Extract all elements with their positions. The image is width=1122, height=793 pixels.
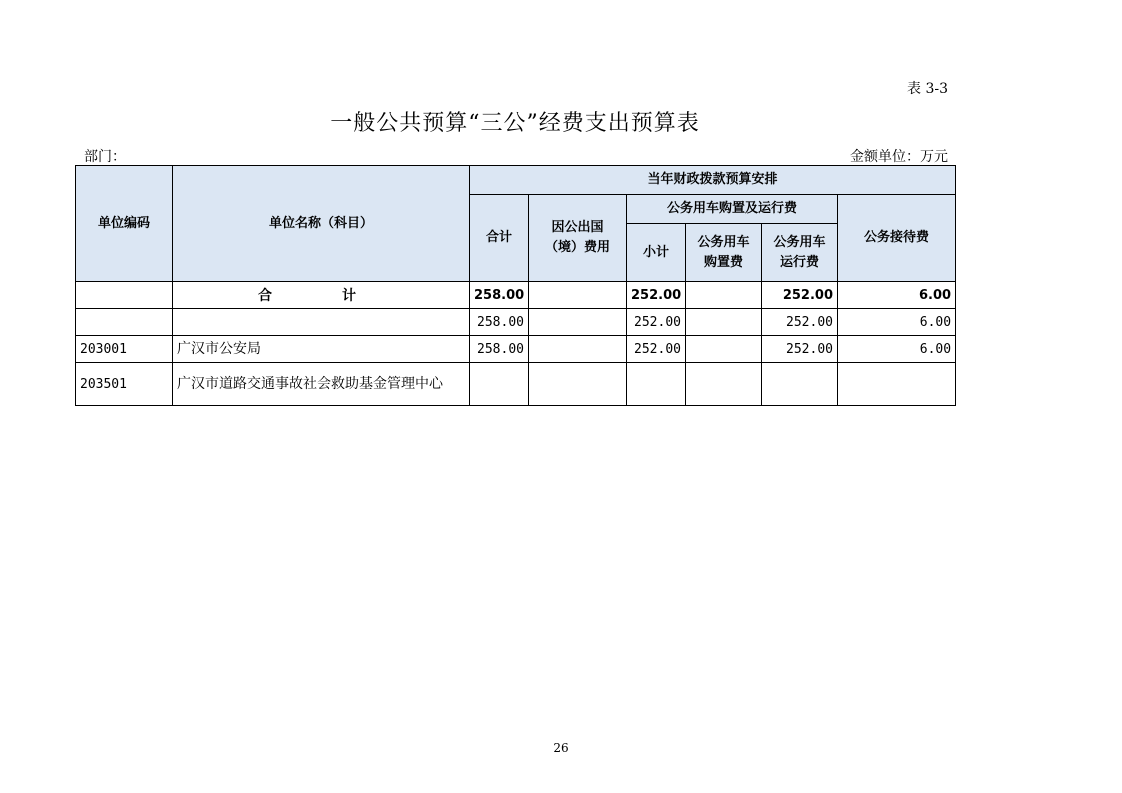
header-vehicle-group: 公务用车购置及运行费 [627,195,838,224]
cell-operation: 252.00 [762,282,838,309]
cell-subtotal: 252.00 [627,309,686,336]
cell-overseas [529,282,627,309]
table-body [76,282,956,406]
header-unit-code: 单位编码 [76,166,173,282]
header-reception: 公务接待费 [838,195,956,282]
cell-name [173,309,470,336]
cell-subtotal: 252.00 [627,336,686,363]
cell-total: 258.00 [470,336,529,363]
table-row [76,309,956,336]
cell-code: 203001 [76,336,173,363]
cell-purchase [686,282,762,309]
page-title: 一般公共预算“三公”经费支出预算表 [330,111,700,136]
header-vehicle-purchase: 公务用车 购置费 [686,224,762,282]
header-total: 合计 [470,195,529,282]
cell-operation: 252.00 [762,336,838,363]
cell-overseas [529,336,627,363]
cell-name: 合 计 [173,282,470,309]
table-number: 表 3-3 [907,81,948,97]
cell-total: 258.00 [470,282,529,309]
header-fiscal-arrangement: 当年财政拨款预算安排 [470,166,956,195]
cell-subtotal [627,363,686,406]
cell-reception [838,363,956,406]
cell-reception: 6.00 [838,309,956,336]
cell-code [76,309,173,336]
cell-overseas [529,309,627,336]
header-unit-name: 单位名称（科目） [173,166,470,282]
cell-code [76,282,173,309]
budget-table [75,165,956,406]
cell-purchase [686,336,762,363]
table-header [76,166,956,282]
page-number: 26 [553,741,569,755]
header-overseas: 因公出国 （境）费用 [529,195,627,282]
cell-purchase [686,363,762,406]
cell-name: 广汉市道路交通事故社会救助基金管理中心 [173,363,470,406]
header-vehicle-operation: 公务用车 运行费 [762,224,838,282]
cell-name: 广汉市公安局 [173,336,470,363]
table-row-total [76,282,956,309]
header-subtotal: 小计 [627,224,686,282]
cell-subtotal: 252.00 [627,282,686,309]
cell-reception: 6.00 [838,282,956,309]
table-row [76,336,956,363]
cell-operation: 252.00 [762,309,838,336]
cell-operation [762,363,838,406]
table-row [76,363,956,406]
cell-reception: 6.00 [838,336,956,363]
amount-unit-label: 金额单位：万元 [850,149,948,165]
cell-purchase [686,309,762,336]
cell-overseas [529,363,627,406]
cell-total: 258.00 [470,309,529,336]
cell-total [470,363,529,406]
department-label: 部门： [84,149,126,165]
cell-code: 203501 [76,363,173,406]
